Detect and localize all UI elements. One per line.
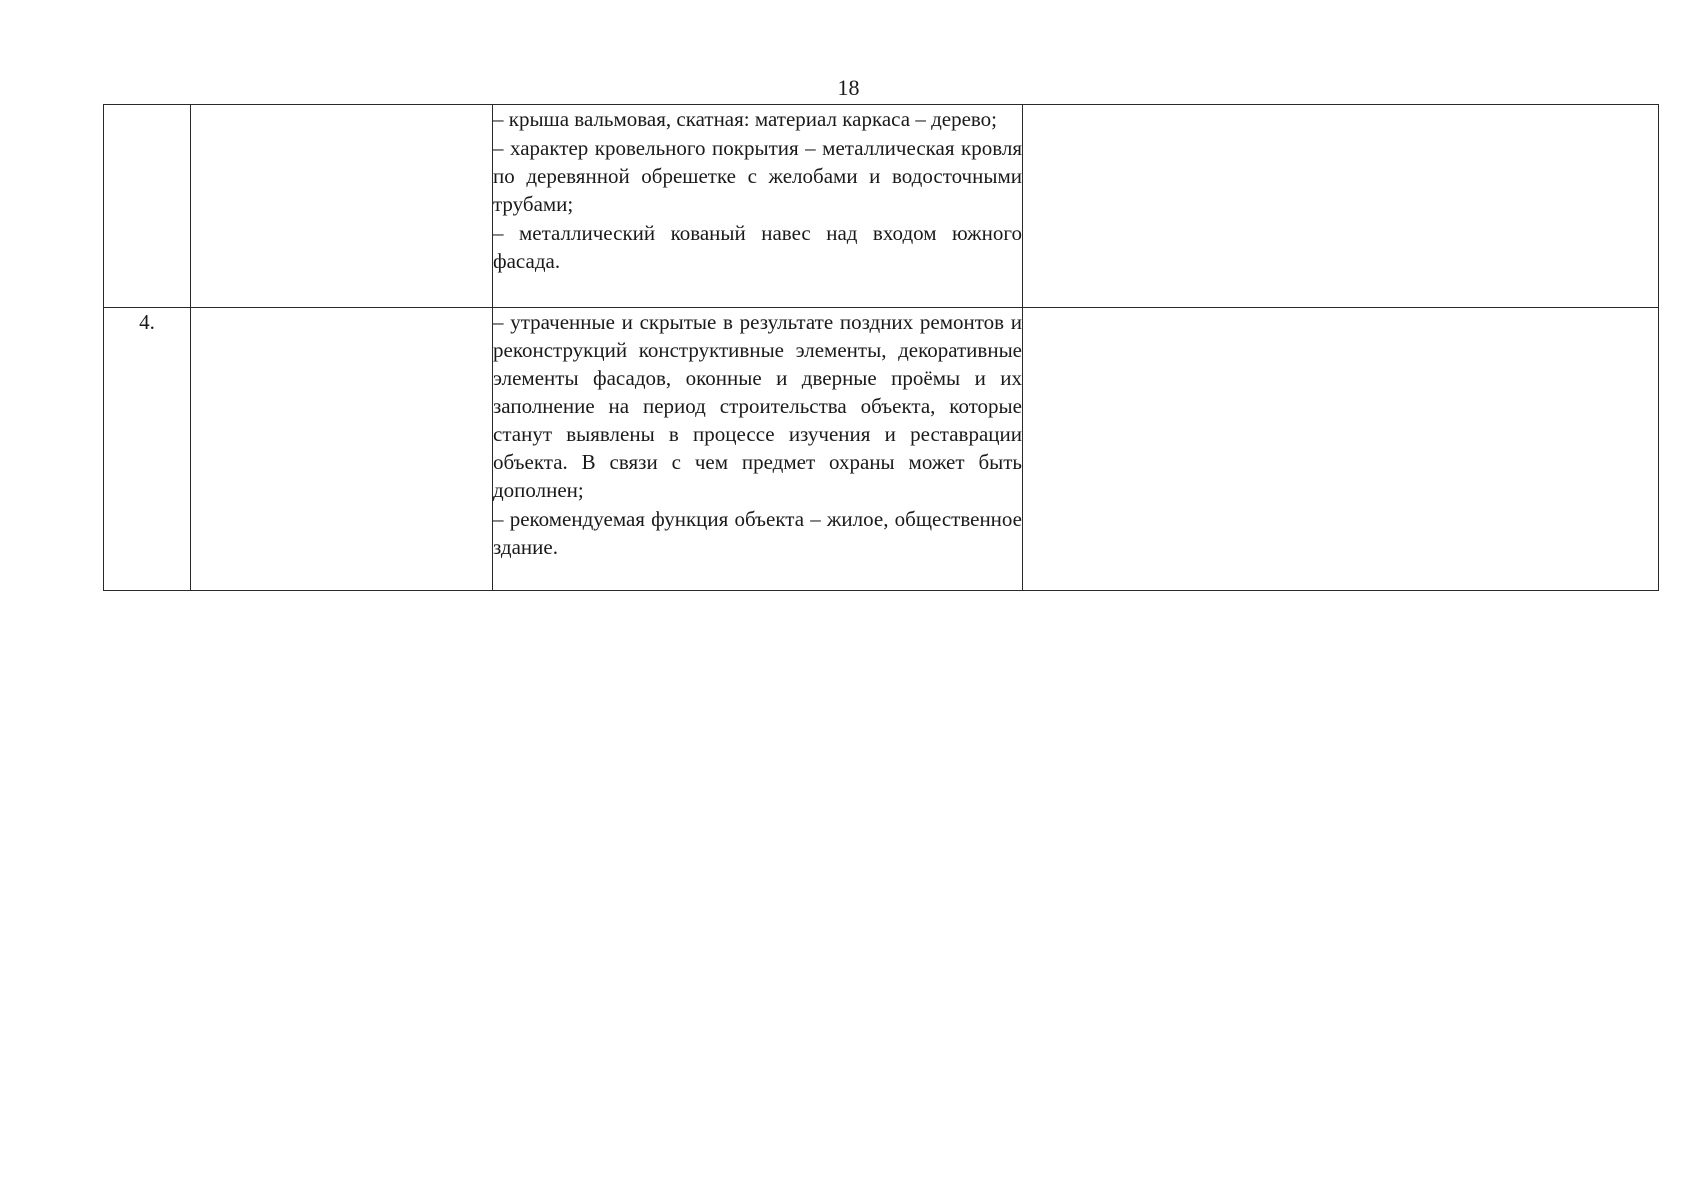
list-item: – металлический кованый навес над входом южного фасада. [493,221,1022,273]
row-note-cell [1023,105,1659,308]
row-name-cell [191,105,493,308]
row-number-cell: 4. [104,308,191,591]
row-items-cell [493,105,1023,308]
table-row [104,105,1659,308]
list-item: – утраченные и скрытые в результате поздних ремонтов и реконструкций конструктивные элементы, декоративные элементы фасадов, оконные и дверные проёмы и их заполнение на период строительства объекта, которые станут выявлены в процессе изучения и реставрации объекта. В связи с чем предмет охраны может быть дополнен; [493,310,1022,502]
list-item: – крыша вальмовая, скатная: материал каркаса – дерево; [493,107,998,131]
list-item: – рекомендуемая функция объекта – жилое, общественное здание. [493,507,1022,559]
table-row [104,308,1659,591]
page-number: 18 [837,75,860,100]
row-name-cell [191,308,493,591]
document-table [103,104,1659,591]
list-item: – характер кровельного покрытия – металлическая кровля по деревянной обрешетке с желобами и водосточными трубами; [493,136,1022,216]
row-number-cell [104,105,191,308]
row-note-cell [1023,308,1659,591]
row-items-cell [493,308,1023,591]
